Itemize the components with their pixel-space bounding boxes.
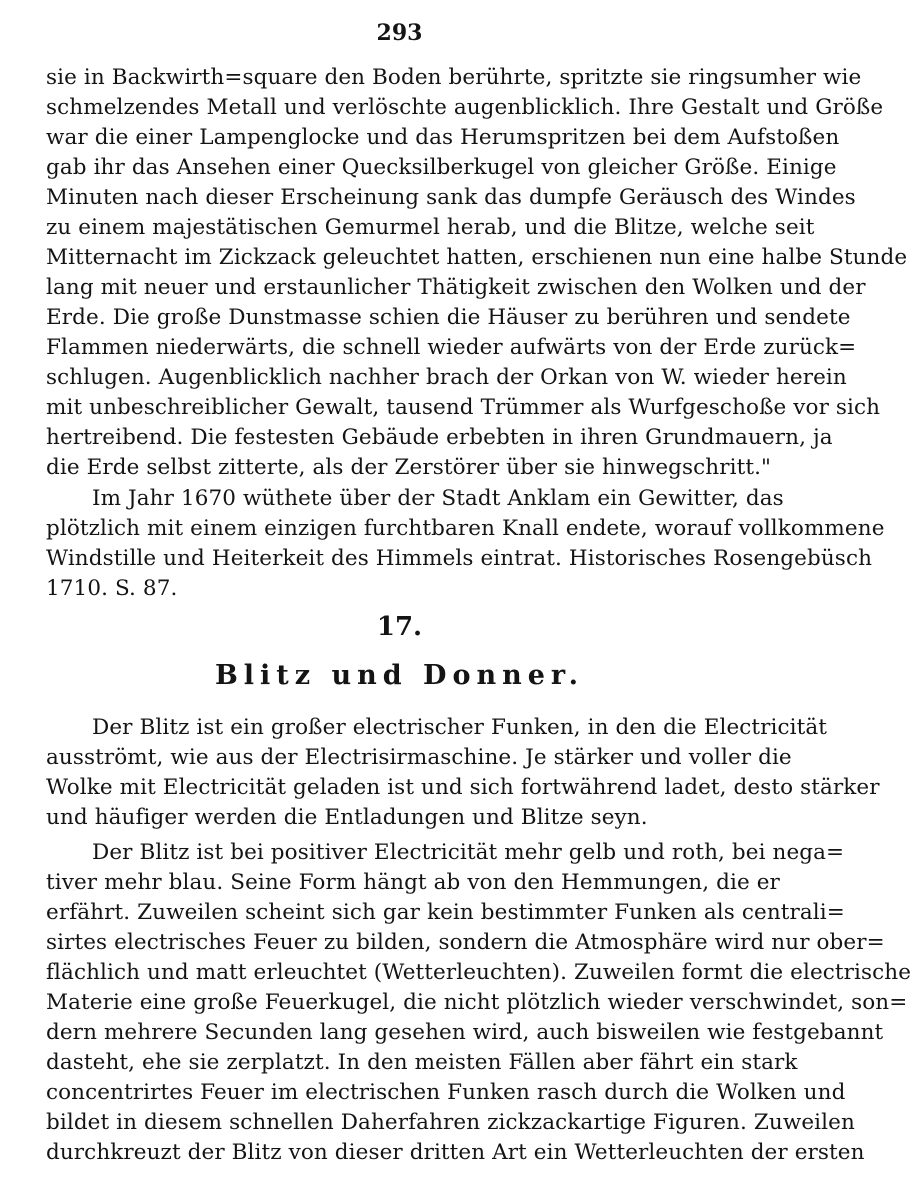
- text-line: Windstille und Heiterkeit des Himmels eintrat. Historisches Rosengebüsch: [46, 546, 873, 571]
- text-line: gab ihr das Ansehen einer Quecksilberkugel von gleicher Größe. Einige: [46, 155, 837, 180]
- text-line: Mitternacht im Zickzack geleuchtet hatten, erschienen nun eine halbe Stunde: [46, 245, 908, 270]
- text-line: 1710. S. 87.: [46, 576, 178, 601]
- text-line: ausströmt, wie aus der Electrisirmaschine. Je stärker und voller die: [46, 745, 792, 770]
- text-line: war die einer Lampenglocke und das Herumspritzen bei dem Aufstoßen: [46, 125, 840, 150]
- text-line: Im Jahr 1670 wüthete über der Stadt Anklam ein Gewitter, das: [92, 486, 784, 511]
- section-number: 17.: [376, 612, 423, 642]
- text-line: dasteht, ehe sie zerplatzt. In den meisten Fällen aber fährt ein stark: [46, 1050, 798, 1075]
- text-line: plötzlich mit einem einzigen furchtbaren Knall endete, worauf vollkommene: [46, 516, 885, 541]
- text-line: hertreibend. Die festesten Gebäude erbebten in ihren Grundmauern, ja: [46, 425, 833, 450]
- section-title: Blitz und Donner.: [214, 660, 585, 691]
- text-line: schmelzendes Metall und verlöschte augenblicklich. Ihre Gestalt und Größe: [46, 95, 884, 120]
- text-line: Der Blitz ist bei positiver Electricität mehr gelb und roth, bei nega=: [92, 840, 845, 865]
- text-line: dern mehrere Secunden lang gesehen wird, auch bisweilen wie festgebannt: [46, 1020, 884, 1045]
- text-line: flächlich und matt erleuchtet (Wetterleuchten). Zuweilen formt die electrische: [46, 960, 911, 985]
- text-line: mit unbeschreiblicher Gewalt, tausend Trümmer als Wurfgeschoße vor sich: [46, 395, 881, 420]
- text-line: Erde. Die große Dunstmasse schien die Häuser zu berühren und sendete: [46, 305, 851, 330]
- text-line: sie in Backwirth=square den Boden berührte, spritzte sie ringsumher wie: [46, 65, 862, 90]
- text-line: erfährt. Zuweilen scheint sich gar kein bestimmter Funken als centrali=: [46, 900, 845, 925]
- text-line: sirtes electrisches Feuer zu bilden, sondern die Atmosphäre wird nur ober=: [46, 930, 885, 955]
- text-line: und häufiger werden die Entladungen und Blitze seyn.: [46, 805, 648, 830]
- text-line: lang mit neuer und erstaunlicher Thätigkeit zwischen den Wolken und der: [46, 275, 866, 300]
- text-line: tiver mehr blau. Seine Form hängt ab von den Hemmungen, die er: [46, 870, 780, 895]
- text-line: durchkreuzt der Blitz von dieser dritten Art ein Wetterleuchten der ersten: [46, 1140, 865, 1165]
- text-line: concentrirtes Feuer im electrischen Funken rasch durch die Wolken und: [46, 1080, 846, 1105]
- text-line: Wolke mit Electricität geladen ist und sich fortwährend ladet, desto stärker: [46, 775, 880, 800]
- text-line: bildet in diesem schnellen Daherfahren zickzackartige Figuren. Zuweilen: [46, 1110, 855, 1135]
- text-line: zu einem majestätischen Gemurmel herab, und die Blitze, welche seit: [46, 215, 815, 240]
- text-line: schlugen. Augenblicklich nachher brach der Orkan von W. wieder herein: [46, 365, 847, 390]
- text-line: die Erde selbst zitterte, als der Zerstörer über sie hinwegschritt.": [46, 455, 771, 480]
- text-line: Der Blitz ist ein großer electrischer Funken, in den die Electricität: [92, 715, 828, 740]
- page-number: 293: [376, 20, 423, 46]
- text-line: Flammen niederwärts, die schnell wieder aufwärts von der Erde zurück=: [46, 335, 857, 360]
- text-line: Minuten nach dieser Erscheinung sank das dumpfe Geräusch des Windes: [46, 185, 856, 210]
- text-line: Materie eine große Feuerkugel, die nicht plötzlich wieder verschwindet, son=: [46, 990, 908, 1015]
